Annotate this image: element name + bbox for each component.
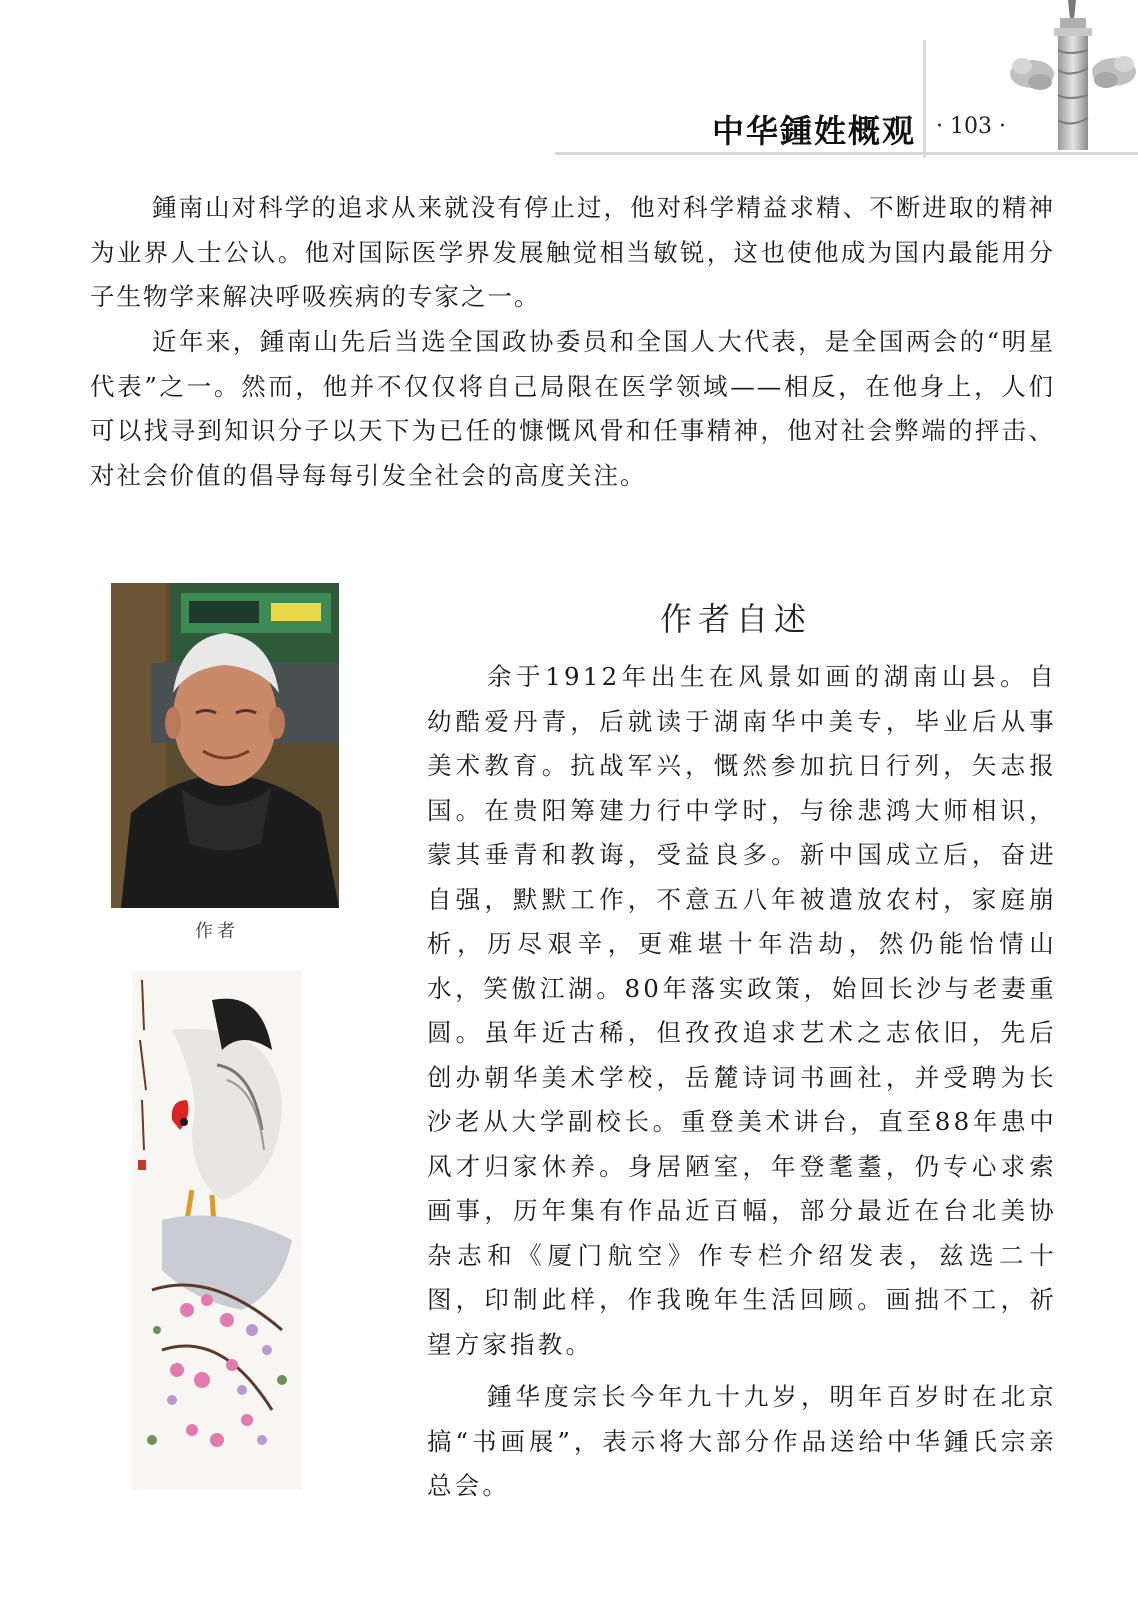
section-title: 作者自述 [660,600,813,638]
page-number: · 103 · [936,114,1006,139]
section-paragraph: 鍾华度宗长今年九十九岁，明年百岁时在北京搞“书画展”，表示将大部分作品送给中华鍾氏宗亲总会。 [427,1382,1057,1500]
photo-caption: 作者 [195,921,239,942]
section-paragraph: 余于1912年出生在风景如画的湖南山县。自幼酷爱丹青，后就读于湖南华中美专，毕业后从事美术教育。抗战军兴，慨然参加抗日行列，矢志报国。在贵阳筹建力行中学时，与徐悲鸿大师相识，蒙其垂青和教诲，受益良多。新中国成立后，奋进自强，默默工作，不意五八年被遣放农村，家庭崩析，历尽艰辛，更难堪十年浩劫，然仍能怡情山水，笑傲江湖。80年落实政策，始回长沙与老妻重圆。虽年近古稀，但孜孜追求艺术之志依旧，先后创办朝华美术学校，岳麓诗词书画社，并受聘为长沙老从大学副校长。重登美术讲台，直至88年患中风才归家休养。身居陋室，年登耄耋，仍专心求索画事，历年集有作品近百幅，部分最近在台北美协杂志和《厦门航空》作专栏介绍发表，兹选二十图，印制此样，作我晚年生活回顾。画拙不工，祈望方家指教。 [427,662,1057,1359]
body-paragraph: 近年来，鍾南山先后当选全国政协委员和全国人大代表，是全国两会的“明星代表”之一。然而，他并不仅仅将自己局限在医学领域——相反，在他身上，人们可以找寻到知识分子以天下为已任的慷慨风骨和任事精神，他对社会弊端的抨击、对社会价值的倡导每每引发全社会的高度关注。 [90,327,1055,490]
rooster-painting-artwork [132,970,302,1490]
running-header-title: 中华鍾姓概观 [712,112,917,150]
author-portrait-photo [111,583,339,908]
header-divider-vertical [923,40,926,158]
header-divider-horizontal [555,152,1138,155]
huabiao-pillar-illustration [1010,0,1138,150]
body-paragraph: 鍾南山对科学的追求从来就没有停止过，他对科学精益求精、不断进取的精神为业界人士公认。他对国际医学界发展触觉相当敏锐，这也使他成为国内最能用分子生物学来解决呼吸疾病的专家之一。 [90,193,1055,311]
